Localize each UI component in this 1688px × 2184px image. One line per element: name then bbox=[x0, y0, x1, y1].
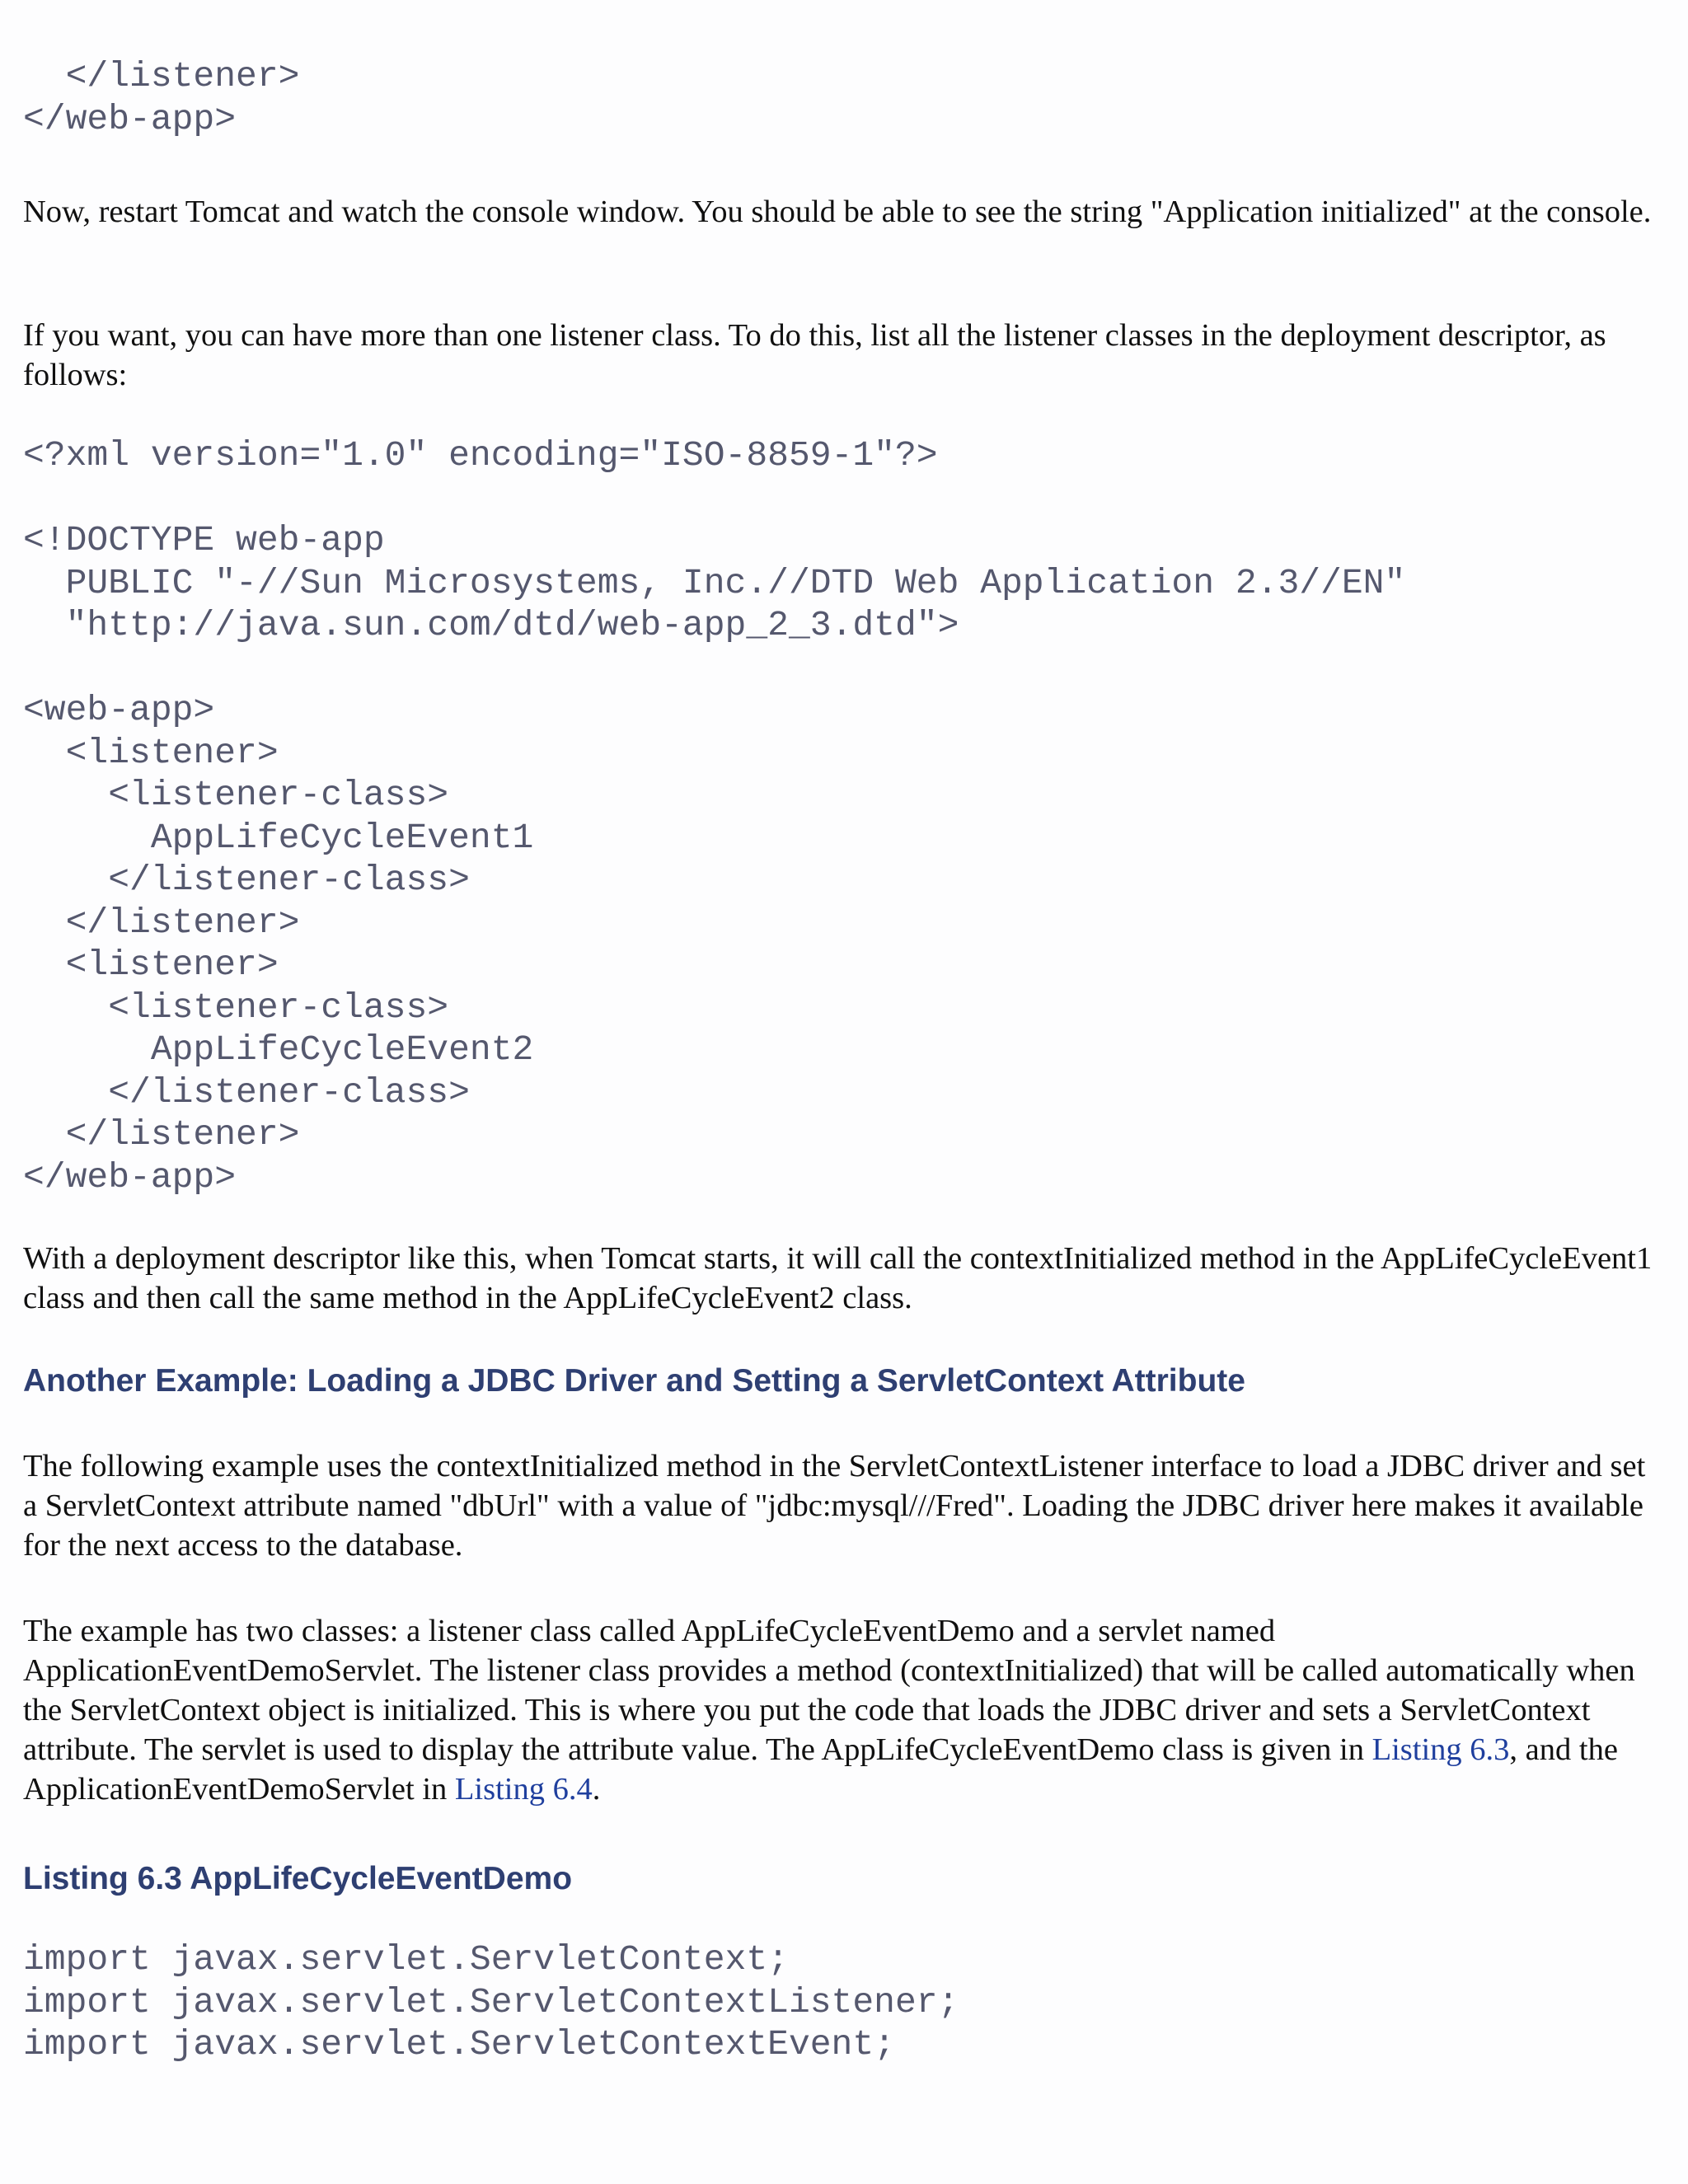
link-listing-6-4[interactable]: Listing 6.4 bbox=[454, 1772, 593, 1807]
link-listing-6-3[interactable]: Listing 6.3 bbox=[1372, 1732, 1510, 1767]
paragraph-following-example: The following example uses the contextInitialized method in the ServletContextListener interface to load a JDBC driver and set a ServletContext attribute named "dbUrl" with a value of "jdbc:mysql///Fred". Loading the JDBC driver here makes it available for the next access to the database. bbox=[23, 1449, 1646, 1563]
code-block-closing-tags: </listener> </web-app> bbox=[23, 56, 300, 139]
paragraph-two-classes-end: . bbox=[592, 1772, 601, 1807]
paragraph-two-classes-text: The example has two classes: a listener class called AppLifeCycleEventDemo and a servlet named ApplicationEventDemoServlet. The listener class provides a method (contextInitialized) that will be called automatically when the ServletContext object is initialized. This is where you put the code that loads the JDBC driver and sets a ServletContext attribute. The servlet is used to display the attribute value. The AppLifeCycleEventDemo class is given in bbox=[23, 1614, 1635, 1767]
paragraph-deployment-explanation: With a deployment descriptor like this, when Tomcat starts, it will call the contextInitialized method in the AppLifeCycleEvent1 class and then call the same method in the AppLifeCycleEvent2 class. bbox=[23, 1241, 1653, 1315]
paragraph-multiple-listeners: If you want, you can have more than one listener class. To do this, list all the listener classes in the deployment descriptor, as follows: bbox=[23, 318, 1606, 392]
code-block-java-imports: import javax.servlet.ServletContext; import javax.servlet.ServletContextListener; import javax.servlet.ServletContextEvent; bbox=[23, 1939, 959, 2064]
paragraph-two-classes-middle: , and the ApplicationEventDemoServlet in bbox=[23, 1732, 1618, 1807]
listing-heading: Listing 6.3 AppLifeCycleEventDemo bbox=[23, 1861, 573, 1896]
code-block-deployment-descriptor: <?xml version="1.0" encoding="ISO-8859-1"?> <!DOCTYPE web-app PUBLIC "-//Sun Microsystems, Inc.//DTD Web Application 2.3//EN" "http://java.sun.com/dtd/web-app_2_3.dtd"> <web-app> <listener> <listener-class> AppLifeCycleEvent1 </listener-class> </listener> <listener> <listener-class> AppLifeCycleEvent2 </listener-class> </listener> </web-app> bbox=[23, 435, 1406, 1197]
paragraph-two-classes bbox=[23, 1611, 1663, 1809]
paragraph-restart-tomcat: Now, restart Tomcat and watch the console window. You should be able to see the string "Application initialized" at the console. bbox=[23, 194, 1652, 229]
section-heading-jdbc-example: Another Example: Loading a JDBC Driver and Setting a ServletContext Attribute bbox=[23, 1363, 1245, 1399]
